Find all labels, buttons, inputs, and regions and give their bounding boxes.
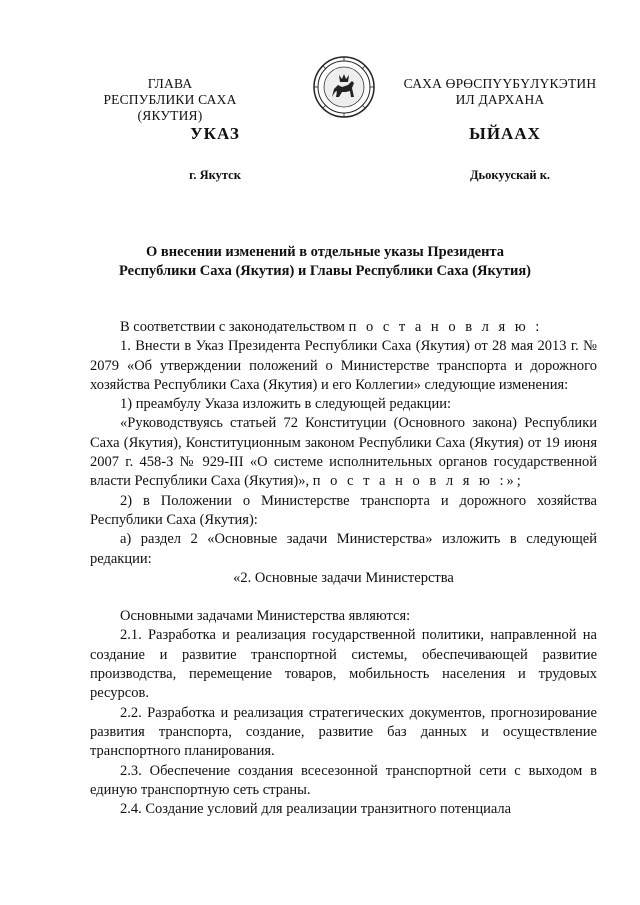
- postanovlyayu-spaced: п о с т а н о в л я ю :: [348, 319, 543, 335]
- paragraph-quote: [90, 414, 597, 491]
- document-title: [80, 243, 570, 281]
- paragraph-1: 1. Внести в Указ Президента Республики Саха (Якутия) от 28 мая 2013 г. № 2079 «Об утверждении положений о Министерстве транспорта и дорожного хозяйства Республики Саха (Якутия) и его Коллегии» следующие изменения:: [90, 338, 597, 393]
- header-left: [70, 76, 270, 124]
- paragraph-preamble-text: В соответствии с законодательством: [120, 319, 349, 335]
- title-line1: О внесении изменений в отдельные указы Президента: [145, 244, 504, 260]
- header-left-line2: РЕСПУБЛИКИ САХА (ЯКУТИЯ): [103, 92, 237, 123]
- header-right-line2: ИЛ ДАРХАНА: [455, 92, 545, 107]
- header-right: [390, 76, 610, 108]
- coat-of-arms-emblem-icon: [312, 55, 376, 119]
- city-dyokuuskai: Дьокуускай к.: [469, 168, 551, 182]
- doc-type-ukaz: УКАЗ: [190, 124, 240, 143]
- paragraph-2-2: 2.2. Разработка и реализация стратегических документов, прогнозирование развития транспорта, создание, развитие баз данных и осуществление транспортного планирования.: [90, 704, 597, 760]
- header-left-line1: ГЛАВА: [147, 76, 193, 91]
- paragraph-quote-text: «Руководствуясь статьей 72 Конституции (Основного закона) Республики Саха (Якутия), Конституционным законом Республики Саха (Якутия) от 19 июня 2007 г. 458-З № 929-III «О системе исполнительных органов государственной власти Республики Саха (Якутия)»,: [90, 415, 597, 490]
- doc-type-yiaax: ЫЙААХ: [469, 124, 541, 143]
- paragraph-1-2: 2) в Положении о Министерстве транспорта и дорожного хозяйства Республики Саха (Якутия):: [90, 492, 597, 528]
- header-right-line1: САХА ӨРӨСПҮҮБҮЛҮКЭТИН: [403, 76, 597, 91]
- paragraph-tasks-intro: Основными задачами Министерства являются:: [120, 608, 411, 625]
- paragraph-1-1: 1) преамбулу Указа изложить в следующей редакции:: [120, 396, 451, 413]
- paragraph-2-3: 2.3. Обеспечение создания всесезонной транспортной сети с выходом в единую транспортную сеть страны.: [90, 762, 597, 798]
- paragraph-2-1: 2.1. Разработка и реализация государственной политики, направленной на создание и развитие транспортной системы, обеспечивающей развитие производства, перемещение товаров, мобильность населения и трудовых ресурсов.: [90, 627, 597, 702]
- spacer: [90, 588, 597, 607]
- document-body: [90, 318, 597, 819]
- paragraph-a: а) раздел 2 «Основные задачи Министерства» изложить в следующей редакции:: [90, 531, 597, 567]
- paragraph-preamble: [90, 318, 597, 337]
- postanovlyayu-spaced-2: п о с т а н о в л я ю :»;: [312, 473, 524, 490]
- section-heading: «2. Основные задачи Министерства: [233, 569, 454, 586]
- title-line2: Республики Саха (Якутия) и Главы Республики Саха (Якутия): [118, 263, 532, 279]
- city-yakutsk: г. Якутск: [189, 168, 241, 182]
- paragraph-2-4: 2.4. Создание условий для реализации транзитного потенциала: [120, 801, 512, 818]
